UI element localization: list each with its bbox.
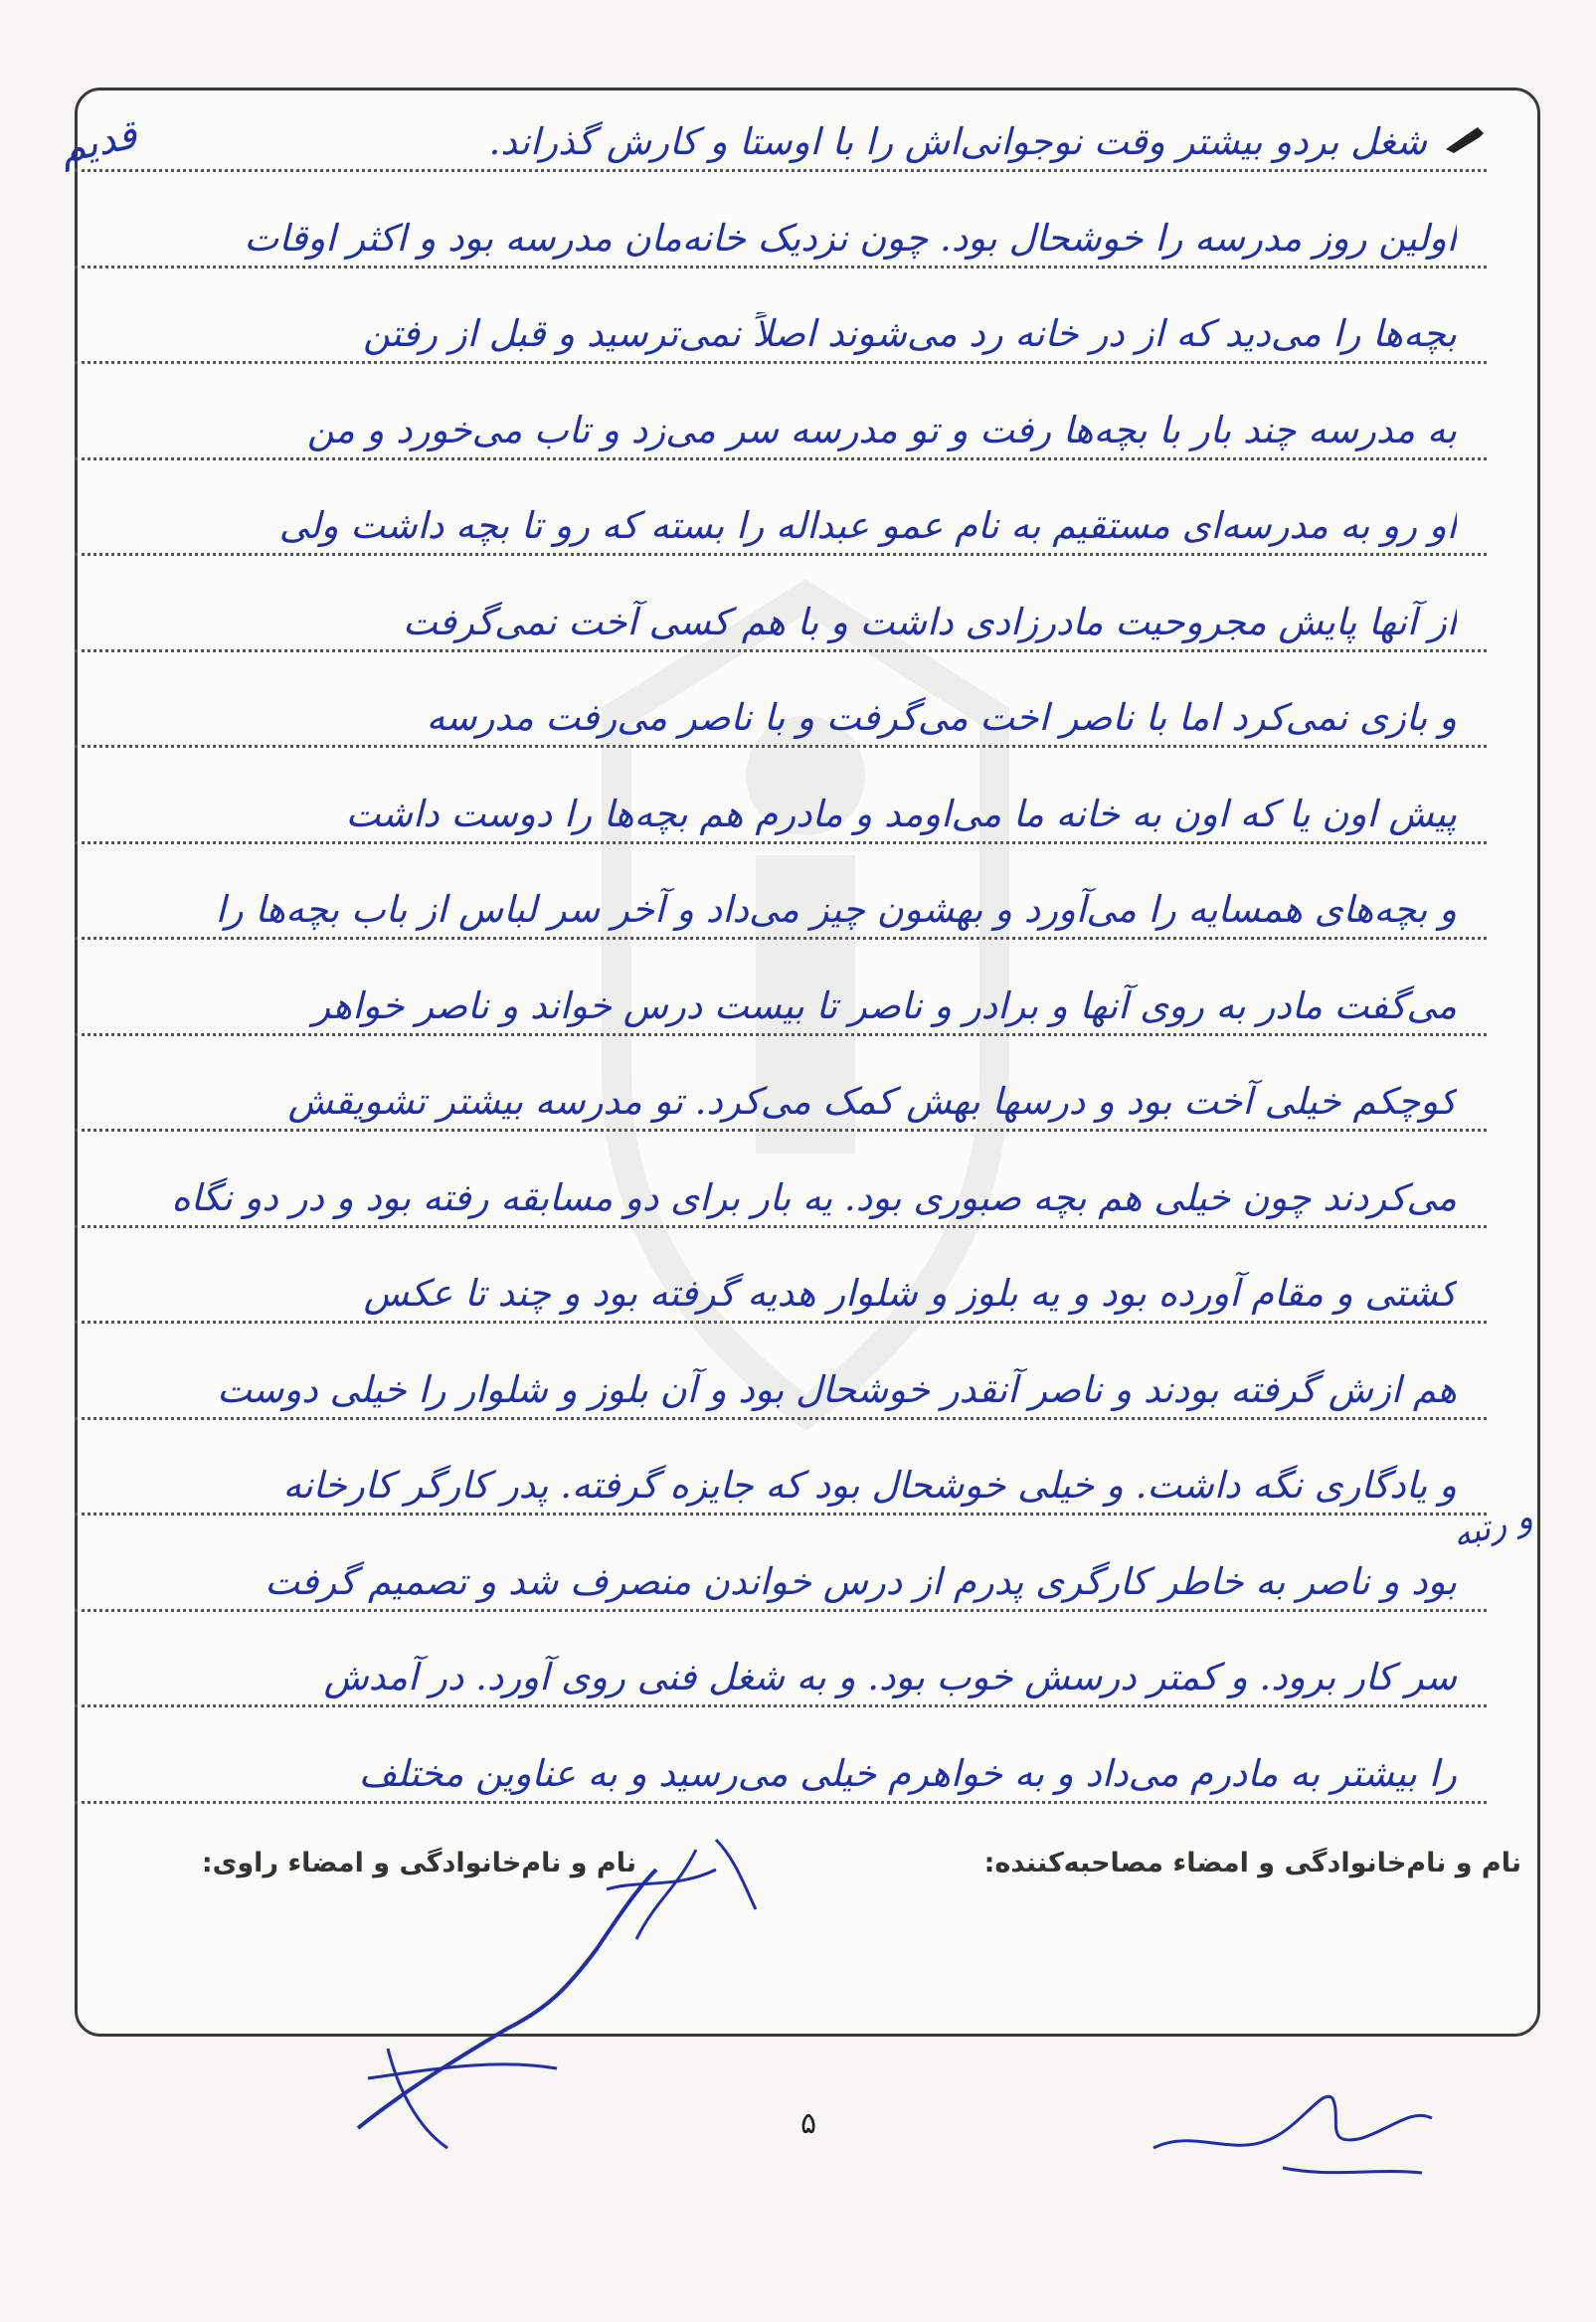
text-line [75,366,1487,460]
text-line [75,845,1487,940]
text-line [75,558,1487,652]
text-line [75,78,1487,172]
handwritten-line-text: و بچه‌های همسایه را می‌آورد و بهشون چیز می‌داد و آخر سر لباس از باب بچه‌ها را [215,888,1457,931]
handwritten-line-text: می‌گفت مادر به روی آنها و برادر و ناصر تا بیست درس خواند و ناصر خواهر [312,983,1457,1027]
signature-interviewee [338,1830,776,2158]
margin-note: قدیم [56,111,141,173]
text-line [75,1421,1487,1516]
handwritten-line-text: سر کار برود. و کمتر درسش خوب بود. و به شغل فنی روی آورد. در آمدش [323,1656,1457,1698]
margin-note: و رتبه [1448,1497,1537,1556]
handwritten-line-text: را بیشتر به مادرم می‌داد و به خواهرم خیلی می‌رسید و به عناوین مختلف [358,1751,1457,1795]
text-line [75,1134,1487,1228]
text-line [75,1326,1487,1420]
handwritten-line-text: و بازی نمی‌کرد اما با ناصر اخت می‌گرفت و با ناصر می‌رفت مدرسه [426,696,1457,739]
handwritten-line-text: پیش اون یا که اون به خانه ما می‌اومد و مادرم هم بچه‌ها را دوست داشت [345,792,1457,835]
text-line [75,269,1487,364]
text-line [75,1037,1487,1132]
handwritten-line-text: به مدرسه چند بار با بچه‌ها رفت و تو مدرسه سر می‌زد و تاب می‌خورد و من [306,408,1457,451]
text-line [75,461,1487,556]
interviewee-label: نام و نام‌خانوادگی و امضاء راوی: [201,1848,636,1878]
text-line [75,750,1487,844]
handwritten-line-text: اولین روز مدرسه را خوشحال بود. چون نزدیک خانه‌مان مدرسه بود و اکثر اوقات [244,216,1457,260]
handwritten-line-text: کشتی و مقام آورده بود و یه بلوز و شلوار هدیه گرفته بود و چند تا عکس [363,1272,1457,1315]
signature-interviewer [1134,2068,1442,2188]
text-line [75,1518,1487,1612]
handwritten-line-text: از آنها پایش مجروحیت مادرزادی داشت و با هم کسی آخت نمی‌گرفت [402,600,1457,643]
handwritten-line-text: او رو به مدرسه‌ای مستقیم به نام عمو عبداله را بسته که رو تا بچه داشت ولی [278,504,1457,547]
handwritten-line-text: شغل بردو بیشتر وقت نوجوانی‌اش را با اوستا و کارش گذراند. [488,120,1427,163]
handwritten-line-text: می‌کردند چون خیلی هم بچه صبوری بود. یه بار برای دو مسابقه رفته بود و در دو نگاه [171,1175,1457,1219]
page-number: ۵ [799,2106,817,2141]
handwritten-line-text: و یادگاری نگه داشت. و خیلی خوشحال بود که جایزه گرفته. پدر کارگر کارخانه [282,1464,1457,1507]
handwritten-line-text: کوچکم خیلی آخت بود و درسها بهش کمک می‌کرد. تو مدرسه بیشتر تشویقش [287,1080,1457,1123]
text-line [75,1229,1487,1324]
handwritten-line-text: بچه‌ها را می‌دید که از در خانه رد می‌شوند اصلاً نمی‌ترسید و قبل از رفتن [363,312,1457,355]
interviewer-label: نام و نام‌خانوادگی و امضاء مصاحبه‌کننده: [983,1848,1521,1878]
handwritten-line-text: هم ازش گرفته بودند و ناصر آنقدر خوشحال بود و آن بلوز و شلوار را خیلی دوست [217,1367,1457,1411]
handwritten-line-text: بود و ناصر به خاطر کارگری پدرم از درس خواندن منصرف شد و تصمیم گرفت [265,1559,1457,1603]
signature-labels [109,1848,1521,1897]
pen-icon [1442,125,1486,155]
text-line [75,174,1487,268]
text-line [75,1613,1487,1707]
text-line [75,942,1487,1036]
text-line [75,653,1487,748]
text-line [75,1709,1487,1804]
